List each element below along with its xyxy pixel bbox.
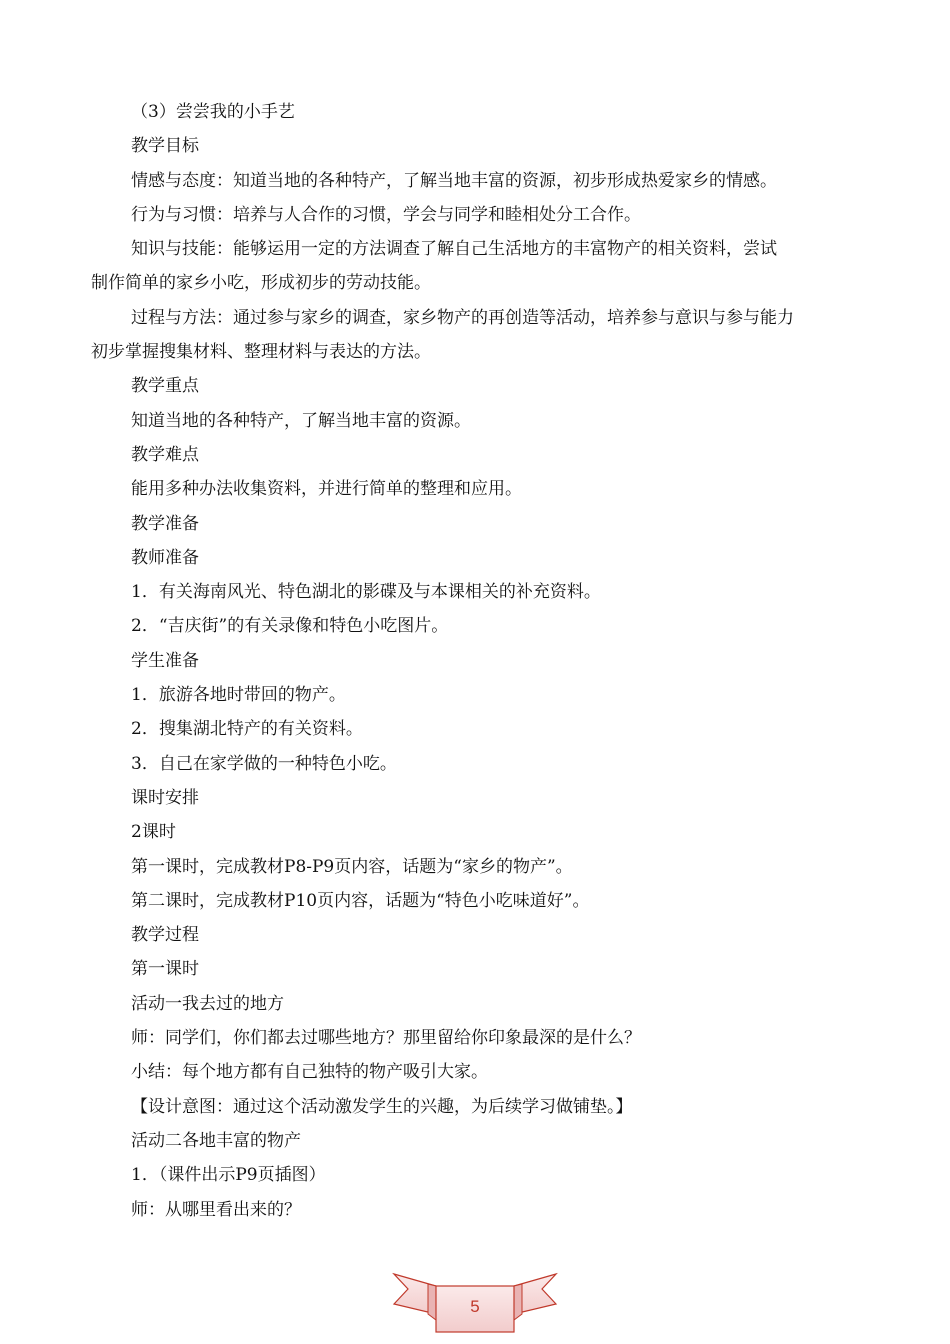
text-line: 3．自己在家学做的一种特色小吃。: [131, 753, 397, 774]
text-line: 1．旅游各地时带回的物产。: [131, 685, 346, 706]
text-line: 能用多种办法收集资料，并进行简单的整理和应用。: [131, 479, 522, 500]
text-line: 2课时: [131, 822, 176, 843]
text-line: 知道当地的各种特产，了解当地丰富的资源。: [131, 410, 471, 431]
text-line: 制作简单的家乡小吃，形成初步的劳动技能。: [91, 273, 431, 294]
text-line: 初步掌握搜集材料、整理材料与表达的方法。: [91, 342, 431, 363]
text-line: 知识与技能：能够运用一定的方法调查了解自己生活地方的丰富物产的相关资料，尝试: [131, 239, 777, 260]
text-line: 活动二各地丰富的物产: [131, 1130, 301, 1151]
document-body: [91, 95, 863, 1227]
text-line: 课时安排: [131, 787, 199, 808]
text-line: 1．有关海南风光、特色湖北的影碟及与本课相关的补充资料。: [131, 582, 601, 603]
text-line: 教学目标: [131, 136, 199, 157]
text-line: 教师准备: [131, 547, 199, 568]
text-line: 第二课时，完成教材P10页内容，话题为“特色小吃味道好”。: [131, 890, 590, 911]
text-line: 过程与方法：通过参与家乡的调查，家乡物产的再创造等活动，培养参与意识与参与能力: [131, 307, 794, 328]
text-line: 师：同学们，你们都去过哪些地方？那里留给你印象最深的是什么？: [131, 1028, 641, 1049]
text-line: 教学重点: [131, 376, 199, 397]
text-line: 教学过程: [131, 925, 199, 946]
page-number: 5: [470, 1297, 480, 1316]
text-line: 学生准备: [131, 650, 199, 671]
text-line: 第一课时，完成教材P8-P9页内容，话题为“家乡的物产”。: [131, 856, 573, 877]
text-line: 教学准备: [131, 513, 199, 534]
text-line: 师：从哪里看出来的？: [131, 1199, 301, 1220]
text-line: 活动一我去过的地方: [131, 993, 284, 1014]
text-line: （3）尝尝我的小手艺: [131, 102, 295, 122]
text-line: 2．搜集湖北特产的有关资料。: [131, 719, 363, 740]
text-line: 行为与习惯：培养与人合作的习惯，学会与同学和睦相处分工合作。: [131, 204, 641, 225]
text-line: 小结：每个地方都有自己独特的物产吸引大家。: [131, 1062, 488, 1083]
text-line: 2．“吉庆街”的有关录像和特色小吃图片。: [131, 616, 449, 637]
text-line: 第一课时: [131, 959, 199, 980]
text-line: 教学难点: [131, 444, 199, 465]
text-line: 情感与态度：知道当地的各种特产，了解当地丰富的资源，初步形成热爱家乡的情感。: [131, 170, 777, 191]
text-line: 1．（课件出示P9页插图）: [131, 1165, 326, 1186]
page-number-ribbon: [392, 1270, 558, 1336]
text-line: 【设计意图：通过这个活动激发学生的兴趣，为后续学习做铺垫。】: [131, 1096, 633, 1117]
